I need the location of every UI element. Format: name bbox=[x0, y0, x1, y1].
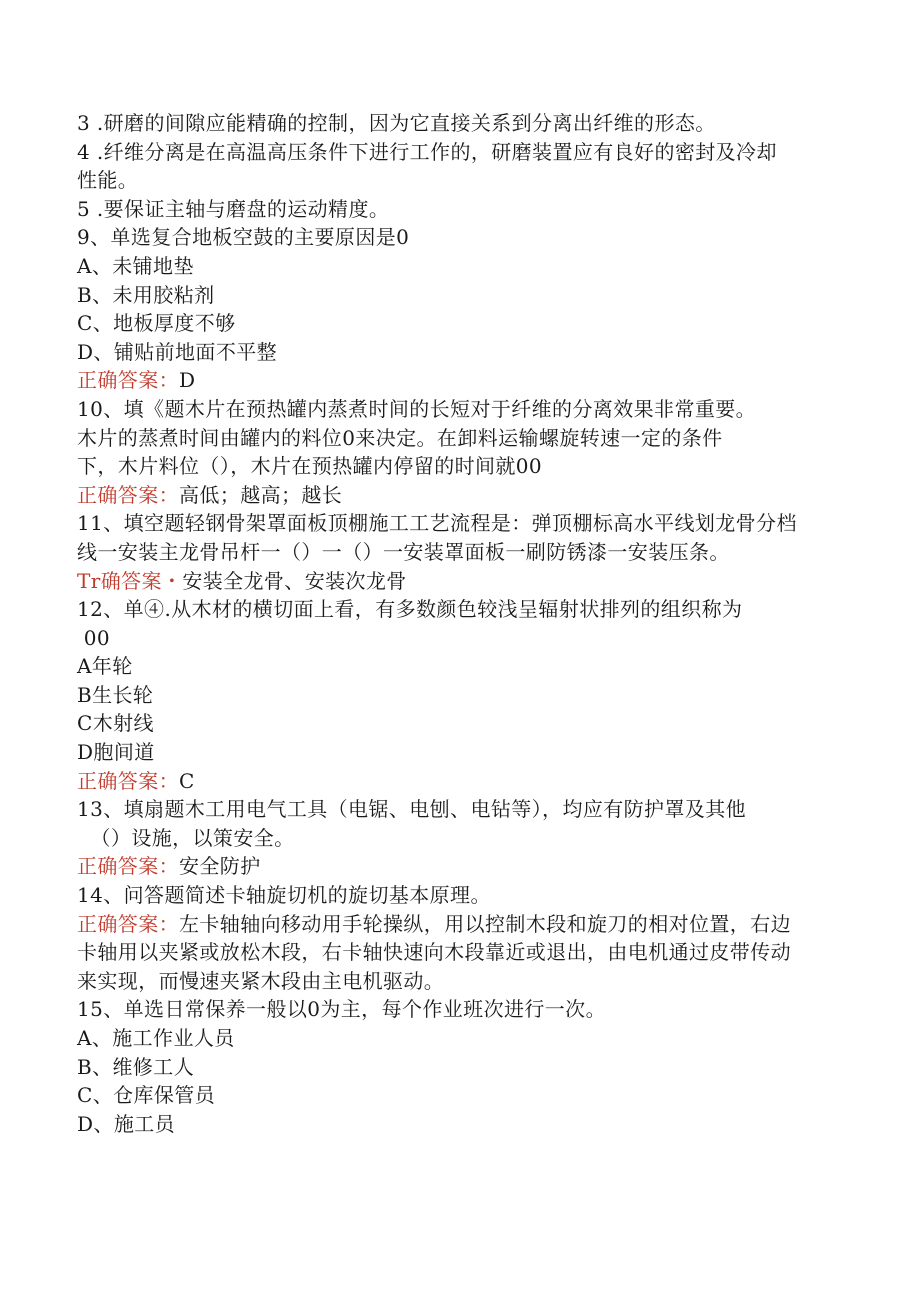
question-line: 12、单④.从木材的横切面上看，有多数颜色较浅呈辐射状排列的组织称为 bbox=[77, 597, 743, 622]
answer-label: 正确答案： bbox=[77, 911, 179, 936]
option-line: A、未铺地垫 bbox=[77, 253, 194, 278]
answer-value: 安装全龙骨、安装次龙骨 bbox=[182, 568, 407, 593]
text-line: 3 .研磨的间隙应能精确的控制，因为它直接关系到分离出纤维的形态。 bbox=[77, 111, 716, 135]
question-line: 10、填《题木片在预热罐内蒸煮时间的长短对于纤维的分离效果非常重要。 bbox=[77, 396, 757, 421]
answer-line bbox=[77, 481, 847, 510]
text-line: 线一安装主龙骨吊杆一（）一（）一安装罩面板一刷防锈漆一安装压条。 bbox=[77, 539, 730, 564]
answer-label: 正确答案： bbox=[77, 368, 179, 393]
answer-line bbox=[77, 767, 847, 796]
answer-value: 高低；越高；越长 bbox=[179, 482, 343, 507]
answer-line bbox=[77, 910, 847, 939]
answer-label: Tr确答案・ bbox=[77, 568, 183, 593]
answer-value: 左卡轴轴向移动用手轮操纵，用以控制木段和旋刀的相对位置，右边 bbox=[179, 911, 791, 936]
option-line: A年轮 bbox=[77, 654, 133, 679]
answer-label: 正确答案： bbox=[77, 768, 179, 793]
option-line: A、施工作业人员 bbox=[77, 1026, 235, 1050]
question-line: 11、填空题轻钢骨架罩面板顶棚施工工艺流程是：弹顶棚标高水平线划龙骨分档 bbox=[77, 511, 797, 536]
text-line: 下，木片料位（），木片在预热罐内停留的时间就00 bbox=[77, 454, 543, 479]
answer-line bbox=[77, 567, 847, 596]
option-line: C、地板厚度不够 bbox=[77, 311, 236, 336]
text-line: 4 .纤维分离是在高温高压条件下进行工作的，研磨装置应有良好的密封及冷却 bbox=[77, 139, 777, 164]
option-line: B、未用胶粘剂 bbox=[77, 282, 215, 307]
option-line: C、仓库保管员 bbox=[77, 1083, 216, 1108]
answer-line bbox=[77, 852, 847, 881]
answer-line bbox=[77, 366, 847, 395]
question-line: 15、单选日常保养一般以0为主，每个作业班次进行一次。 bbox=[77, 997, 606, 1022]
question-line: 9、单选复合地板空鼓的主要原因是0 bbox=[77, 225, 410, 250]
text-line: 00 bbox=[77, 625, 111, 650]
text-line: 性能。 bbox=[77, 168, 139, 193]
question-line: 13、填扇题木工用电气工具（电锯、电刨、电钻等），均应有防护罩及其他 bbox=[77, 797, 747, 822]
question-line: 14、问答题简述卡轴旋切机的旋切基本原理。 bbox=[77, 883, 491, 908]
answer-value: 安全防护 bbox=[179, 854, 261, 879]
option-line: B、维修工人 bbox=[77, 1054, 195, 1079]
option-line: C木射线 bbox=[77, 711, 154, 736]
answer-label: 正确答案： bbox=[77, 482, 179, 507]
answer-label: 正确答案： bbox=[77, 854, 179, 879]
option-line: D、施工员 bbox=[77, 1111, 176, 1136]
text-line: 来实现，而慢速夹紧木段由主电机驱动。 bbox=[77, 968, 445, 993]
text-line: 木片的蒸煮时间由罐内的料位0来决定。在卸料运输螺旋转速一定的条件 bbox=[77, 425, 723, 450]
option-line: B生长轮 bbox=[77, 682, 154, 707]
option-line: D、铺贴前地面不平整 bbox=[77, 339, 278, 364]
answer-value: D bbox=[179, 368, 196, 393]
option-line: D胞间道 bbox=[77, 740, 155, 765]
text-line: （）设施，以策安全。 bbox=[77, 825, 295, 850]
text-line: 5 .要保证主轴与磨盘的运动精度。 bbox=[77, 196, 390, 221]
answer-value: C bbox=[179, 768, 195, 793]
text-line: 卡轴用以夹紧或放松木段，右卡轴快速向木段靠近或退出，由电机通过皮带传动 bbox=[77, 940, 791, 965]
document-body bbox=[77, 109, 847, 1138]
